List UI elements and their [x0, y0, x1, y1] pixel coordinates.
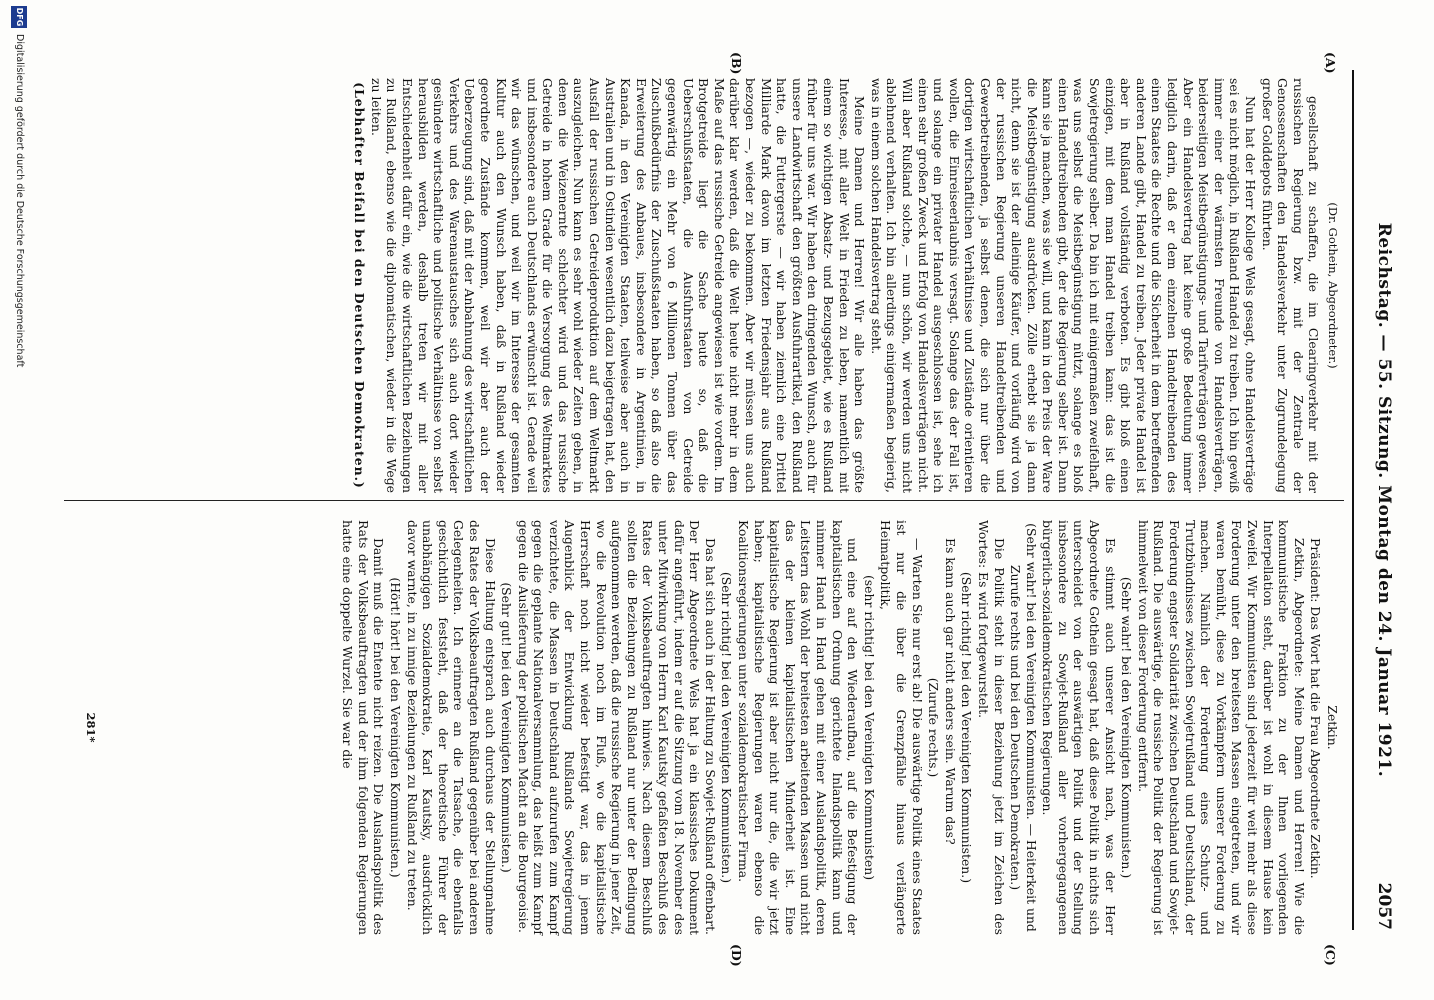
margin-mark-b: (B) — [729, 52, 744, 75]
right-column — [339, 520, 1340, 935]
page-title: Reichstag. — 55. Sitzung. Montag den 24. Januar 1921. — [1374, 222, 1394, 778]
dfg-logo-icon: DFG — [11, 6, 27, 28]
column-divider — [64, 500, 1344, 501]
margin-mark-d: (D) — [729, 944, 744, 967]
paragraph: Die Politik steht in dieser Beziehung jetzt im Zeichen des Wortes: Es wird fortgewurstelt. — [975, 520, 1007, 935]
margin-mark-c: (C) — [1323, 944, 1338, 966]
paragraph: und eine auf den Wiederaufbau, auf die Befestigung der kapitalistischen Ordnung gerichtete Inlandspolitik kann und nimmer Hand in Hand gehen mit einer Auslandspolitik, deren Leitstern das Wohl der breitesten arbeitenden Massen und nicht das der kleinen kapitalistischen Minderheit ist. Eine kapitalistische Regierung ist aber nicht nur die, die wir jetzt haben; kapitalistische Regierungen waren ebenso die Koalitionsregierungen unter sozialdemokratischer Firma. — [736, 520, 861, 935]
left-column — [351, 78, 1340, 493]
paragraph: Nun hat der Herr Kollege Wels gesagt, ohne Handelsverträge sei es nicht möglich, in Rußland Handel zu treiben. Ich bin gewiß immer einer der wärmsten Freunde von Handelsverträgen, beiderseitigen Meistbegünstigungs- und Tarifverträgen gewesen. Aber ein Handelsvertrag hat keine große Bedeutung immer lediglich darin, daß er dem einzelnen Handeltreibenden des einen Staates die Rechte und die Sicherheit in dem betreffenden anderen Lande gibt, Handel zu treiben. Jeder private Handel ist aber in Rußland vollständig verboten. Es gibt bloß einen einzigen, mit dem man Handel treiben kann: das ist die Sowjetregierung selber. Da bin ich mit einigermaßen zweifelhaft, was uns selbst die Meistbegünstigung nützt, solange es bloß einen Handeltreibenden gibt, der die Regierung selber ist. Dann kann sie ja machen, was sie will, und kann in den Preis der Ware die Meistbegünstigung ausdrücken. Zölle erhebt sie ja dann nicht, denn sie ist der alleinige Käufer, und vorläufig wird von der russischen Regierung unseren Handeltreibenden und Gewerbetreibenden, ja selbst denen, die sich nur über die dortigen wirtschaftlichen Verhältnisse und Zustände orientieren wollen, die Einreiseerlaubnis versagt. Solange das der Fall ist, und solange ein privater Handel ausgeschlossen ist, sehe ich einen sehr großen Zweck und Erfolg von Handelsverträgen nicht. Will aber Rußland solche, — nun schön, wir werden uns nicht ablehnend verhalten. Ich bin allerdings einigermaßen begierig, was in einem solchen Handelsvertrag steht. — [868, 78, 1259, 493]
paragraph: Es stimmt auch unserer Ansicht nach, was der Herr Abgeordnete Gothein gesagt hat, daß diese Politik in nichts sich unterscheidet von der auswärtigen Politik und der Stellung insbesondere zu Sowjet-Rußland aller vorhergegangenen bürgerlich-sozialdemokratischen Regierungen. — [1040, 520, 1118, 935]
interjection: (Zurufe rechts.) — [926, 677, 942, 778]
page-number: 2057 — [1374, 882, 1394, 930]
paragraph: gesellschaft zu schaffen, die im Clearingverkehr mit der russischen Regierung bzw. mit der Zentrale der Genossenschaften den Handelsverkehr unter Zugrundelegung großer Golddepots führten. — [1259, 78, 1322, 493]
applause-note: (Lebhafter Beifall bei den Deutschen Demokraten.) — [352, 82, 368, 489]
interjection: (Sehr richtig! bei den Vereinigten Kommunisten.) — [719, 571, 735, 884]
interjection: (Hört! hört! bei den Vereinigten Kommunisten.) — [387, 577, 403, 878]
interjection: (sehr richtig! bei den Vereinigten Kommunisten) — [861, 574, 877, 881]
interjection: (Sehr wahr! bei den Vereinigten Kommunisten.) — [1119, 576, 1135, 879]
digitization-credit: Digitalisierung gefördert durch die Deutsche Forschungsgemeinschaft — [14, 34, 25, 368]
margin-mark-a: (A) — [1323, 52, 1338, 74]
paragraph: Meine Damen und Herren! Wir alle haben das größte Interesse, mit aller Welt in Frieden zu leben, namentlich mit einem so wichtigen Absatz- und Bezugsgebiet, wie es Rußland früher für uns war. Wir haben den dringenden Wunsch, auch für unsere Landwirtschaft den größten Ausfuhrartikel, den Rußland hatte, die Futtergerste — wir haben ziemlich eine Drittel Milliarde Mark davon im letzten Friedensjahr aus Rußland bezogen —, wieder zu bekommen. Aber wir müssen uns auch darüber klar werden, daß die Welt heute nicht mehr in dem Maße auf das russische Getreide angewiesen ist wie vordem. Im Brotgetreide liegt die Sache heute so, daß die Ueberschußstaaten, die Ausfuhrstaaten von Getreide gegenwärtig ein Mehr von 6 Millionen Tonnen über das Zuschußbedürfnis der Zuschußstaaten haben, so daß also die Erweiterung des Anbaues, insbesondere in Argentinien, in Kanada, in den Vereinigten Staaten, teilweise aber auch in Australien und in Ostindien wesentlich dazu beigetragen hat, den Ausfall der russischen Getreideproduktion auf dem Weltmarkt auszugleichen. Nun kann es sehr wohl wieder Zeiten geben, in denen die Weizenernte schlechter wird und das russische Getreide in hohem Grade für die Versorgung des Weltmarktes und insbesondere auch Deutschlands erwünscht ist. Gerade weil wir das wünschen, und weil wir im Interesse der gesamten Kultur auch den Wunsch haben, daß in Rußland wieder geordnete Zustände kommen, weil wir aber auch der Ueberzeugung sind, daß mit der Anbahnung des wirtschaftlichen Verkehrs und des Warenaustausches sich auch dort wieder gesündere wirtschaftliche und politische Verhältnisse von selbst herausbilden werden, deshalb treten wir mit aller Entschiedenheit dafür ein, wie die wirtschaftlichen Beziehungen zu Rußland, ebenso wie die diplomatischen, wieder in die Wege zu leiten. — [368, 78, 868, 493]
page-footnote-number: 281* — [84, 712, 98, 743]
page-header — [1352, 70, 1414, 930]
paragraph: Damit muß die Entente nicht reizen. Die Auslandspolitik des Rats der Volksbeauftragten und der ihm folgenden Regierungen hatte eine doppelte Wurzel. Sie war die — [340, 520, 387, 935]
interjection: (Sehr wahr! bei den Vereinigten Kommunisten. — Heiterkeit und Zurufe rechts und bei den Deutschen Demokraten.) — [1008, 523, 1039, 932]
paragraph: Es kann auch gar nicht anders sein. Warum das? — [942, 538, 958, 845]
interjection: (Sehr richtig! bei den Vereinigten Kommunisten.) — [959, 571, 975, 884]
paragraph: Diese Haltung entsprach auch durchaus der Stellungnahme des Rates der Volksbeauftragten Rußland gegenüber bei anderen Gelegenheiten. Ich erinnere an die Tatsache, die ebenfalls geschichtlich feststeht, daß der theoretische Führer der unabhängigen Sozialdemokratie, Karl Kautsky, ausdrücklich davor warnte, in zu innige Beziehungen zu Rußland zu treten. — [404, 520, 498, 935]
speaker-note: (Dr. Gothein, Abgeordneter.) — [1326, 202, 1340, 369]
digitization-credit-strip — [6, 0, 30, 1000]
paragraph: — Warten Sie nur erst ab! Die auswärtige Politik eines Staates ist nur die über die Grenzpfähle hinaus verlängerte Heimatpolitik, — [878, 520, 925, 935]
paragraph: Präsident: Das Wort hat die Frau Abgeordnete Zetkin. — [1308, 538, 1324, 879]
speaker-continued: Zetkin. — [1325, 705, 1340, 750]
paragraph: Das hat sich auch in der Haltung zu Sowjet-Rußland offenbart. Der Herr Abgeordnete Wels hat ja ein klassisches Dokument dafür angeführt, indem er auf die Sitzung vom 18. November des unter Mitwirkung von Herrn Karl Kautsky gefaßten Beschluß des Rates der Volksbeauftragten hinwies. Nach diesem Beschluß sollten die Beziehungen zu Rußland nur unter der Bedingung aufgenommen werden, daß die russische Regierung in jener Zeit, wo die Revolution noch im Fluß, wo die kapitalistische Herrschaft noch nicht wieder befestigt war, das in jenem Augenblick der Entwicklung Rußlands Sowjetregierung verzichtete, die Massen in Deutschland aufzurufen zum Kampf gegen die geplante Nationalversammlung, das heißt zum Kampf gegen die Auslieferung der politischen Macht an die Bourgeoisie. — [515, 520, 718, 935]
paragraph: Zetkin, Abgeordnete: Meine Damen und Herren! Wie die kommunistische Fraktion zu der Ihnen vorliegenden Interpellation steht, darüber ist wohl in diesem Hause kein Zweifel. Wir Kommunisten sind jederzeit für weit mehr als diese Forderung unter den breitesten Massen eingetreten, und wir waren bemüht, diese zu Vorkämpfern unserer Forderung zu machen. Nämlich der Forderung eines Schutz- und Trutzbündnisses zwischen Sowjetrußland und Deutschland, der Forderung engster Solidarität zwischen Deutschland und Sowjet-Rußland. Die auswärtige, die russische Politik der Regierung ist himmelweit von dieser Forderung entfernt. — [1135, 520, 1307, 935]
interjection: (Sehr gut! bei den Vereinigten Kommunisten.) — [499, 582, 515, 873]
